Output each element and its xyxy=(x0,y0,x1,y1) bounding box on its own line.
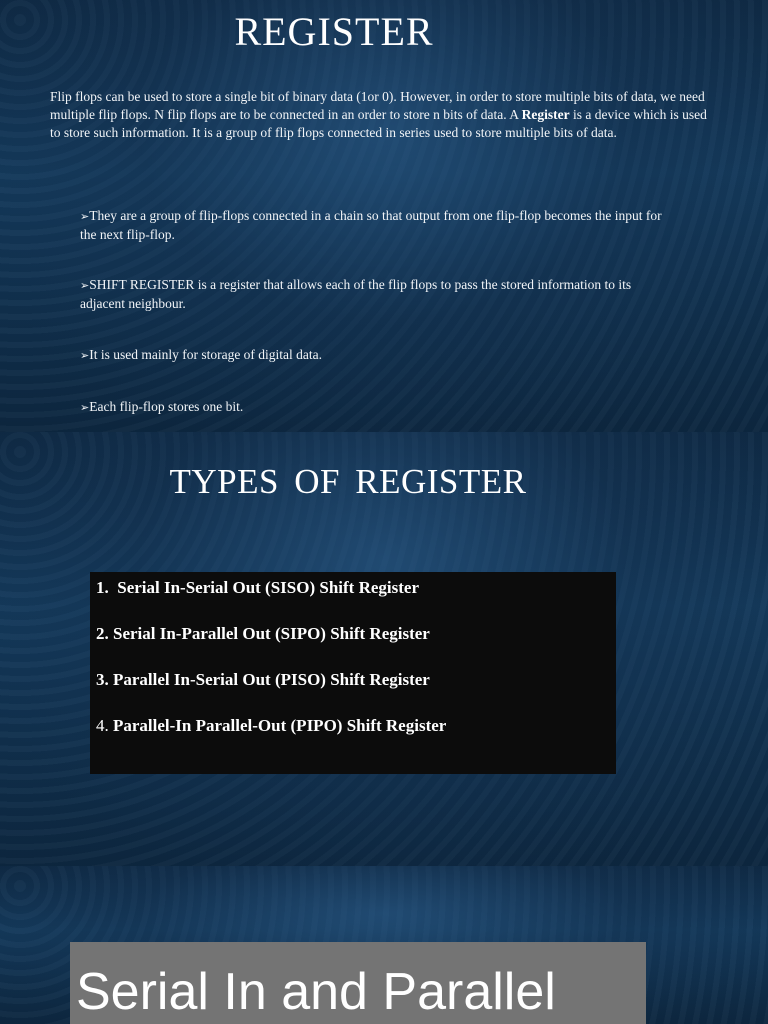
types-list-box xyxy=(90,572,616,774)
intro-text-start: Flip flops can be used to store a single bit of binary data (1or 0). However, in order to store multiple bits of data, we need multiple flip flops. N flip flops are to be connected in an order to store n bits of data. A xyxy=(50,89,705,122)
slide-serial-in-parallel xyxy=(0,866,768,1024)
type-item-pipo xyxy=(96,716,446,736)
bullet-text: Each flip-flop stores one bit. xyxy=(89,399,244,414)
slide-title: Serial In and Parallel xyxy=(76,963,556,1021)
type-number: 4. xyxy=(96,716,109,735)
bullet-text: It is used mainly for storage of digital data. xyxy=(89,347,323,362)
intro-bold-term: Register xyxy=(521,107,570,122)
title-box xyxy=(70,942,646,1024)
type-label: Parallel In-Serial Out (PISO) Shift Register xyxy=(113,670,430,689)
type-item-piso xyxy=(96,670,430,690)
bullet-text: They are a group of flip-flops connected in a chain so that output from one flip-flop becomes the input for the next flip-flop. xyxy=(80,208,662,242)
intro-paragraph xyxy=(50,88,715,142)
bullet-item xyxy=(80,276,670,313)
type-item-sipo xyxy=(96,624,430,644)
type-number: 1. xyxy=(96,578,109,597)
arrow-bullet-icon: ➢ xyxy=(80,401,90,414)
arrow-bullet-icon: ➢ xyxy=(80,279,90,292)
type-label: Serial In-Serial Out (SISO) Shift Register xyxy=(117,578,419,597)
arrow-bullet-icon: ➢ xyxy=(80,210,90,223)
bullet-item xyxy=(80,207,670,244)
slide-register xyxy=(0,0,768,432)
type-label: Serial In-Parallel Out (SIPO) Shift Register xyxy=(113,624,430,643)
bullet-item xyxy=(80,346,670,365)
type-number: 3. xyxy=(96,670,109,689)
type-item-siso xyxy=(96,578,419,598)
slide-title: TYPES OF REGISTER xyxy=(169,462,527,501)
bullet-item xyxy=(80,398,670,417)
type-label: Parallel-In Parallel-Out (PIPO) Shift Register xyxy=(113,716,447,735)
slide-title: REGISTER xyxy=(234,9,434,54)
intro-text-end: is a device which is used to store such information. It is a group of flip flops connected in series used to store multiple bits of data. xyxy=(50,107,707,140)
slide-types-of-register xyxy=(0,432,768,866)
type-number: 2. xyxy=(96,624,109,643)
arrow-bullet-icon: ➢ xyxy=(80,349,90,362)
bullet-text: SHIFT REGISTER is a register that allows each of the flip flops to pass the stored information to its adjacent neighbour. xyxy=(80,277,632,311)
